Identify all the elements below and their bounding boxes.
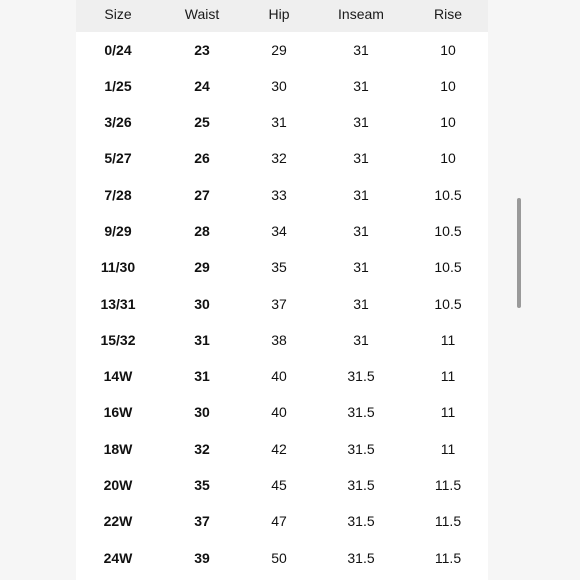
hip-cell: 32: [271, 150, 287, 166]
inseam-cell: 31: [353, 187, 369, 203]
hip-cell: 38: [271, 332, 287, 348]
waist-cell: 28: [194, 223, 210, 239]
size-cell: 1/25: [104, 78, 132, 94]
inseam-cell: 31: [353, 332, 369, 348]
table-row: [76, 431, 488, 467]
inseam-cell: 31: [353, 114, 369, 130]
table-row: [76, 104, 488, 140]
hip-cell: 50: [271, 550, 287, 566]
size-cell: 0/24: [104, 42, 132, 58]
inseam-cell: 31.5: [347, 441, 375, 457]
table-row: [76, 32, 488, 68]
rise-cell: 11: [440, 332, 456, 348]
rise-cell: 11.5: [434, 477, 462, 493]
size-cell: 15/32: [100, 332, 136, 348]
hip-cell: 47: [271, 513, 287, 529]
inseam-cell: 31: [353, 296, 369, 312]
waist-cell: 30: [194, 296, 210, 312]
hip-cell: 42: [271, 441, 287, 457]
rise-cell: 10.5: [434, 223, 462, 239]
hip-cell: 30: [271, 78, 287, 94]
size-cell: 18W: [103, 441, 133, 457]
column-header-waist: Waist: [184, 6, 220, 22]
inseam-cell: 31: [353, 259, 369, 275]
size-cell: 3/26: [104, 114, 132, 130]
inseam-cell: 31.5: [347, 550, 375, 566]
size-cell: 9/29: [104, 223, 132, 239]
hip-cell: 33: [271, 187, 287, 203]
inseam-cell: 31.5: [347, 477, 375, 493]
waist-cell: 32: [194, 441, 210, 457]
waist-cell: 35: [194, 477, 210, 493]
waist-cell: 31: [194, 332, 210, 348]
inseam-cell: 31.5: [347, 513, 375, 529]
waist-cell: 30: [194, 404, 210, 420]
inseam-cell: 31: [353, 78, 369, 94]
rise-cell: 11.5: [434, 513, 462, 529]
column-header-hip: Hip: [268, 6, 290, 22]
rise-cell: 10: [440, 78, 456, 94]
rise-cell: 10: [440, 150, 456, 166]
inseam-cell: 31.5: [347, 404, 375, 420]
rise-cell: 11: [440, 441, 456, 457]
table-row: [76, 358, 488, 394]
size-cell: 22W: [103, 513, 133, 529]
hip-cell: 40: [271, 404, 287, 420]
size-cell: 14W: [103, 368, 133, 384]
rise-cell: 11: [440, 368, 456, 384]
table-row: [76, 68, 488, 104]
size-cell: 7/28: [104, 187, 132, 203]
table-row: [76, 249, 488, 285]
inseam-cell: 31: [353, 150, 369, 166]
rise-cell: 10.5: [434, 296, 462, 312]
table-row: [76, 540, 488, 576]
size-chart-panel: [76, 0, 488, 580]
rise-cell: 10: [440, 114, 456, 130]
table-row: [76, 322, 488, 358]
waist-cell: 23: [194, 42, 210, 58]
vertical-scrollbar-thumb[interactable]: [517, 198, 521, 308]
column-header-inseam: Inseam: [338, 6, 384, 22]
column-header-rise: Rise: [433, 6, 462, 22]
size-cell: 5/27: [104, 150, 132, 166]
waist-cell: 29: [194, 259, 210, 275]
waist-cell: 39: [194, 550, 210, 566]
rise-cell: 10.5: [434, 259, 462, 275]
rise-cell: 11: [440, 404, 456, 420]
inseam-cell: 31.5: [347, 368, 375, 384]
waist-cell: 25: [194, 114, 210, 130]
waist-cell: 26: [194, 150, 210, 166]
table-row: [76, 177, 488, 213]
hip-cell: 29: [271, 42, 287, 58]
hip-cell: 45: [271, 477, 287, 493]
table-row: [76, 213, 488, 249]
table-row: [76, 467, 488, 503]
waist-cell: 24: [194, 78, 210, 94]
rise-cell: 11.5: [434, 550, 462, 566]
inseam-cell: 31: [353, 223, 369, 239]
table-row: [76, 286, 488, 322]
size-cell: 20W: [103, 477, 133, 493]
waist-cell: 31: [194, 368, 210, 384]
table-header-row: [76, 0, 488, 32]
size-cell: 13/31: [100, 296, 136, 312]
column-header-size: Size: [104, 6, 132, 22]
size-cell: 11/30: [100, 259, 136, 275]
inseam-cell: 31: [353, 42, 369, 58]
waist-cell: 37: [194, 513, 210, 529]
hip-cell: 37: [271, 296, 287, 312]
size-cell: 16W: [103, 404, 133, 420]
hip-cell: 40: [271, 368, 287, 384]
rise-cell: 10: [440, 42, 456, 58]
table-row: [76, 394, 488, 430]
table-row: [76, 503, 488, 539]
size-cell: 24W: [103, 550, 133, 566]
table-row: [76, 140, 488, 176]
waist-cell: 27: [194, 187, 210, 203]
hip-cell: 35: [271, 259, 287, 275]
hip-cell: 31: [271, 114, 287, 130]
hip-cell: 34: [271, 223, 287, 239]
rise-cell: 10.5: [434, 187, 462, 203]
